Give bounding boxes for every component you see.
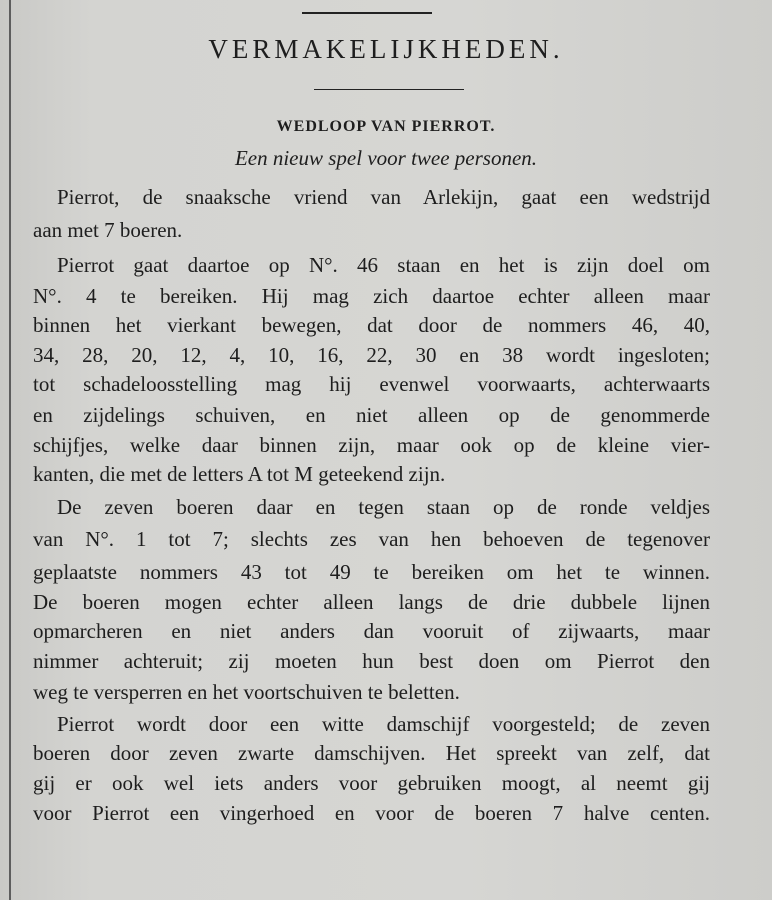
article-subtitle: Een nieuw spel voor twee personen.	[234, 146, 538, 170]
body-line: kanten, die met de letters A tot M geteekend zijn.	[33, 462, 446, 486]
body-line: voor Pierrot een vingerhoed en voor de boeren 7 halve centen.	[33, 801, 710, 825]
body-line: gij er ook wel iets anders voor gebruiken moogt, al neemt gij	[33, 771, 710, 795]
article-title: WEDLOOP VAN PIERROT.	[276, 118, 496, 135]
body-line: 34, 28, 20, 12, 4, 10, 16, 22, 30 en 38 wordt ingesloten;	[33, 343, 710, 367]
body-line: Pierrot, de snaaksche vriend van Arlekijn, gaat een wedstrijd	[57, 185, 710, 209]
body-line: en zijdelings schuiven, en niet alleen op de genommerde	[33, 403, 710, 427]
body-line: van N°. 1 tot 7; slechts zes van hen behoeven de tegenover	[33, 527, 710, 551]
body-line: binnen het vierkant bewegen, dat door de nommers 46, 40,	[33, 313, 710, 337]
body-line: De zeven boeren daar en tegen staan op de ronde veldjes	[57, 495, 710, 519]
body-line: opmarcheren en niet anders dan vooruit of zijwaarts, maar	[33, 619, 710, 643]
body-line: Pierrot gaat daartoe op N°. 46 staan en het is zijn doel om	[57, 253, 710, 277]
body-line: schijfjes, welke daar binnen zijn, maar ook op de kleine vier-	[33, 433, 710, 457]
body-line: tot schadeloosstelling mag hij evenwel voorwaarts, achterwaarts	[33, 372, 710, 396]
title-rule	[314, 89, 464, 90]
body-line: boeren door zeven zwarte damschijven. Het spreekt van zelf, dat	[33, 741, 710, 765]
section-title: VERMAKELIJKHEDEN.	[208, 34, 564, 64]
body-line: aan met 7 boeren.	[33, 218, 183, 242]
body-line: N°. 4 te bereiken. Hij mag zich daartoe echter alleen maar	[33, 284, 710, 308]
top-rule	[302, 12, 432, 14]
body-line: nimmer achteruit; zij moeten hun best doen om Pierrot den	[33, 649, 710, 673]
body-line: Pierrot wordt door een witte damschijf voorgesteld; de zeven	[57, 712, 710, 736]
body-line: geplaatste nommers 43 tot 49 te bereiken om het te winnen.	[33, 560, 710, 584]
body-line: weg te versperren en het voortschuiven te beletten.	[33, 680, 460, 704]
body-line: De boeren mogen echter alleen langs de drie dubbele lijnen	[33, 590, 710, 614]
